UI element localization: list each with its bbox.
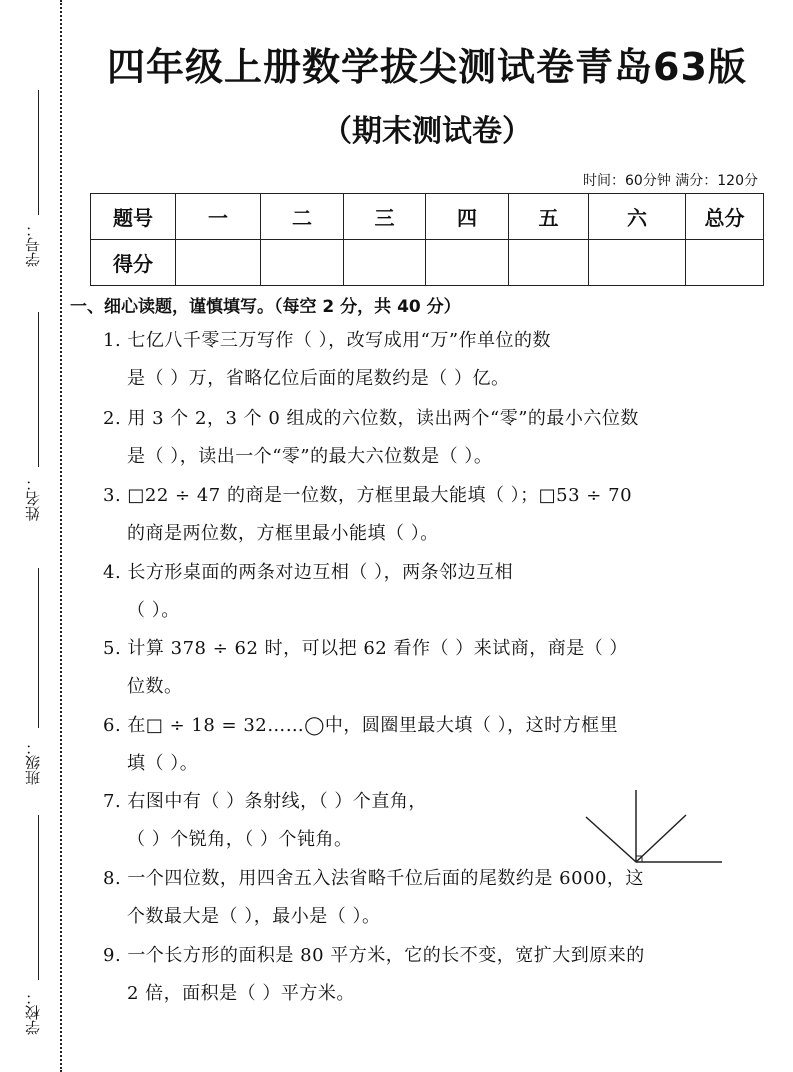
question-line-continued: 是（ ），读出一个“零”的最大六位数是（ ）。 (127, 446, 493, 467)
student-number-label: 学号： (24, 222, 42, 267)
question-line: 6. 在□ ÷ 18 = 32……◯中，圆圈里最大填（ ），这时方框里 (103, 715, 619, 736)
school-blank[interactable] (38, 815, 39, 980)
score-table (90, 193, 764, 286)
question-line-continued: （ ）。 (127, 600, 180, 621)
question-line-continued: 填（ ）。 (127, 753, 199, 774)
question-line-continued: 的商是两位数，方框里最小能填（ ）。 (127, 523, 439, 544)
class-label: 班级： (24, 740, 42, 785)
question-line: 8. 一个四位数，用四舍五入法省略千位后面的尾数约是 6000，这 (103, 868, 644, 889)
header-cell-5: 五 (509, 194, 589, 240)
score-cell-1[interactable] (176, 240, 261, 286)
header-cell-total: 总分 (686, 194, 764, 240)
class-blank[interactable] (38, 568, 39, 728)
question-6 (103, 707, 723, 783)
header-cell-2: 二 (261, 194, 344, 240)
question-line: 3. □22 ÷ 47 的商是一位数，方框里最大能填（ ）；□53 ÷ 70 (103, 485, 633, 506)
question-line: 5. 计算 378 ÷ 62 时，可以把 62 看作（ ）来试商，商是（ ） (103, 638, 628, 659)
page-title: 四年级上册数学拔尖测试卷青岛63版 (107, 45, 747, 89)
question-4 (103, 554, 723, 630)
header-cell-3: 三 (344, 194, 426, 240)
question-line-continued: 是（ ）万，省略亿位后面的尾数约是（ ）亿。 (127, 368, 510, 389)
header-cell-1: 一 (176, 194, 261, 240)
binding-dotted-line (60, 0, 62, 1072)
score-cell-3[interactable] (344, 240, 426, 286)
question-line-continued: 位数。 (127, 676, 183, 697)
exam-info: 时间：60分钟 满分：120分 (583, 173, 758, 189)
score-cell-total[interactable] (686, 240, 764, 286)
score-table-score-row (91, 240, 764, 286)
question-7 (103, 783, 573, 859)
section-heading: 一、细心读题，谨慎填写。（每空 2 分，共 40 分） (70, 297, 461, 317)
question-line-continued: 2 倍，面积是（ ）平方米。 (127, 983, 355, 1004)
question-8 (103, 860, 723, 936)
score-cell-5[interactable] (509, 240, 589, 286)
question-line: 9. 一个长方形的面积是 80 平方米，它的长不变，宽扩大到原来的 (103, 945, 645, 966)
ray-left (586, 817, 636, 862)
rays-angle-figure (580, 785, 730, 870)
question-5 (103, 630, 723, 706)
score-cell-6[interactable] (589, 240, 686, 286)
page-subtitle: （期末测试卷） (322, 114, 532, 149)
question-line: 2. 用 3 个 2，3 个 0 组成的六位数，读出两个“零”的最小六位数 (103, 408, 639, 429)
student-number-blank[interactable] (38, 90, 39, 215)
school-label: 学校： (24, 990, 42, 1035)
score-cell-4[interactable] (426, 240, 509, 286)
question-9 (103, 937, 723, 1013)
question-1 (103, 322, 723, 398)
score-row-label: 得分 (91, 240, 176, 286)
score-cell-2[interactable] (261, 240, 344, 286)
question-2 (103, 400, 723, 476)
question-line-continued: （ ）个锐角，（ ）个钝角。 (127, 829, 353, 850)
name-label: 姓名： (24, 476, 42, 521)
question-line: 7. 右图中有（ ）条射线，（ ）个直角， (103, 791, 427, 812)
header-cell-4: 四 (426, 194, 509, 240)
ray-right (636, 815, 686, 862)
question-line-continued: 个数最大是（ ），最小是（ ）。 (127, 906, 381, 927)
question-3 (103, 477, 723, 553)
header-cell-6: 六 (589, 194, 686, 240)
question-line: 1. 七亿八千零三万写作（ ），改写成用“万”作单位的数 (103, 330, 552, 351)
question-line: 4. 长方形桌面的两条对边互相（ ），两条邻边互相 (103, 562, 514, 583)
name-blank[interactable] (38, 312, 39, 467)
header-cell-question-number: 题号 (91, 194, 176, 240)
score-table-header-row (91, 194, 764, 240)
